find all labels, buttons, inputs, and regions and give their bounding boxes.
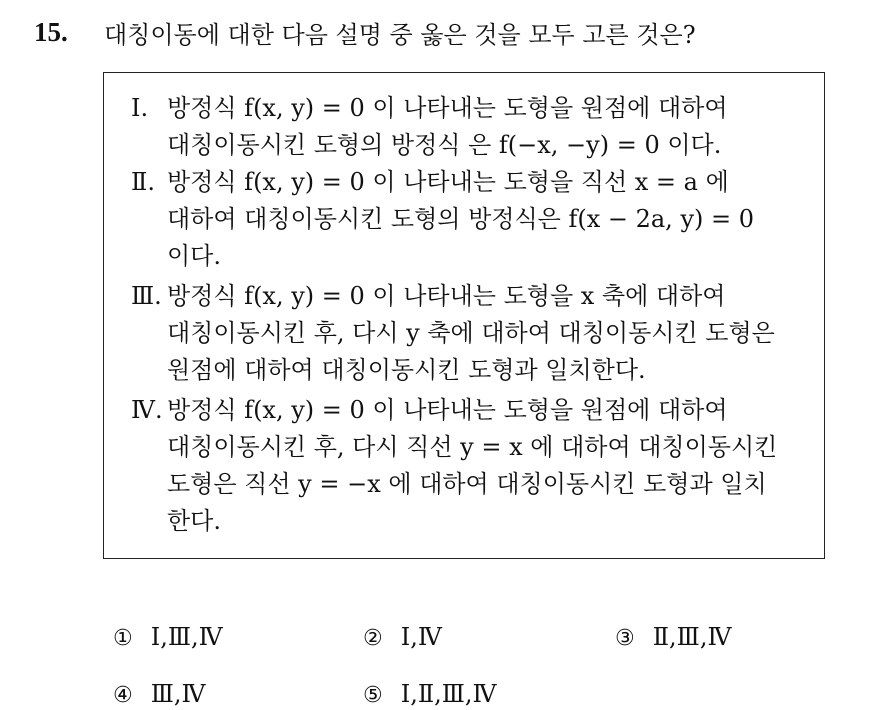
option-1[interactable] [113, 623, 223, 651]
statement-4-line-1 [131, 392, 811, 429]
statement-1 [131, 90, 811, 164]
question-header [34, 12, 854, 52]
option-3-marker: ③ [615, 626, 635, 651]
statement-2-numeral: Ⅱ. [131, 168, 155, 196]
option-1-marker: ① [113, 626, 133, 651]
option-4[interactable] [113, 680, 205, 708]
statement-3 [131, 278, 811, 389]
statement-4-numeral: Ⅳ. [131, 396, 163, 424]
option-5[interactable] [363, 680, 497, 708]
statement-1-text-line-2: 대칭이동시킨 도형의 방정식 은 f(−x, −y) = 0 이다. [167, 131, 722, 159]
option-3[interactable] [615, 623, 731, 651]
statement-4-text-line-3: 도형은 직선 y = −x 에 대하여 대칭이동시킨 도형과 일치 [167, 470, 767, 498]
statement-4-text-line-4: 한다. [167, 507, 221, 535]
statement-4 [131, 392, 811, 540]
question-number: 15. [34, 16, 68, 47]
statement-1-line-1 [131, 90, 811, 127]
statement-3-numeral: Ⅲ. [131, 282, 162, 310]
option-2-marker: ② [363, 626, 383, 651]
option-5-text: Ⅰ,Ⅱ,Ⅲ,Ⅳ [400, 680, 497, 708]
statement-2 [131, 164, 811, 275]
option-4-text: Ⅲ,Ⅳ [150, 680, 206, 708]
statement-3-text-line-2: 대칭이동시킨 후, 다시 y 축에 대하여 대칭이동시킨 도형은 [167, 319, 775, 347]
statement-1-numeral: Ⅰ. [131, 94, 149, 122]
option-2[interactable] [363, 623, 442, 651]
statement-3-text-line-1: 방정식 f(x, y) = 0 이 나타내는 도형을 x 축에 대하여 [167, 282, 726, 310]
statements-box [103, 72, 825, 559]
answer-options [113, 615, 853, 710]
option-1-text: Ⅰ,Ⅲ,Ⅳ [150, 623, 223, 651]
option-2-text: Ⅰ,Ⅳ [400, 623, 442, 651]
statement-2-line-1 [131, 164, 811, 201]
statement-1-text-line-1: 방정식 f(x, y) = 0 이 나타내는 도형을 원점에 대하여 [167, 94, 728, 122]
statement-2-text-line-1: 방정식 f(x, y) = 0 이 나타내는 도형을 직선 x = a 에 [167, 168, 729, 196]
statement-3-line-1 [131, 278, 811, 315]
statement-4-text-line-2: 대칭이동시킨 후, 다시 직선 y = x 에 대하여 대칭이동시킨 [167, 433, 778, 461]
statement-3-text-line-3: 원점에 대하여 대칭이동시킨 도형과 일치한다. [167, 356, 646, 384]
question-text: 대칭이동에 대한 다음 설명 중 옳은 것을 모두 고른 것은? [104, 20, 696, 49]
option-5-marker: ⑤ [363, 683, 383, 708]
option-4-marker: ④ [113, 683, 133, 708]
option-3-text: Ⅱ,Ⅲ,Ⅳ [652, 623, 732, 651]
statement-2-text-line-2: 대하여 대칭이동시킨 도형의 방정식은 f(x − 2a, y) = 0 [167, 205, 755, 233]
statement-4-text-line-1: 방정식 f(x, y) = 0 이 나타내는 도형을 원점에 대하여 [167, 396, 728, 424]
statement-2-text-line-3: 이다. [167, 242, 221, 270]
